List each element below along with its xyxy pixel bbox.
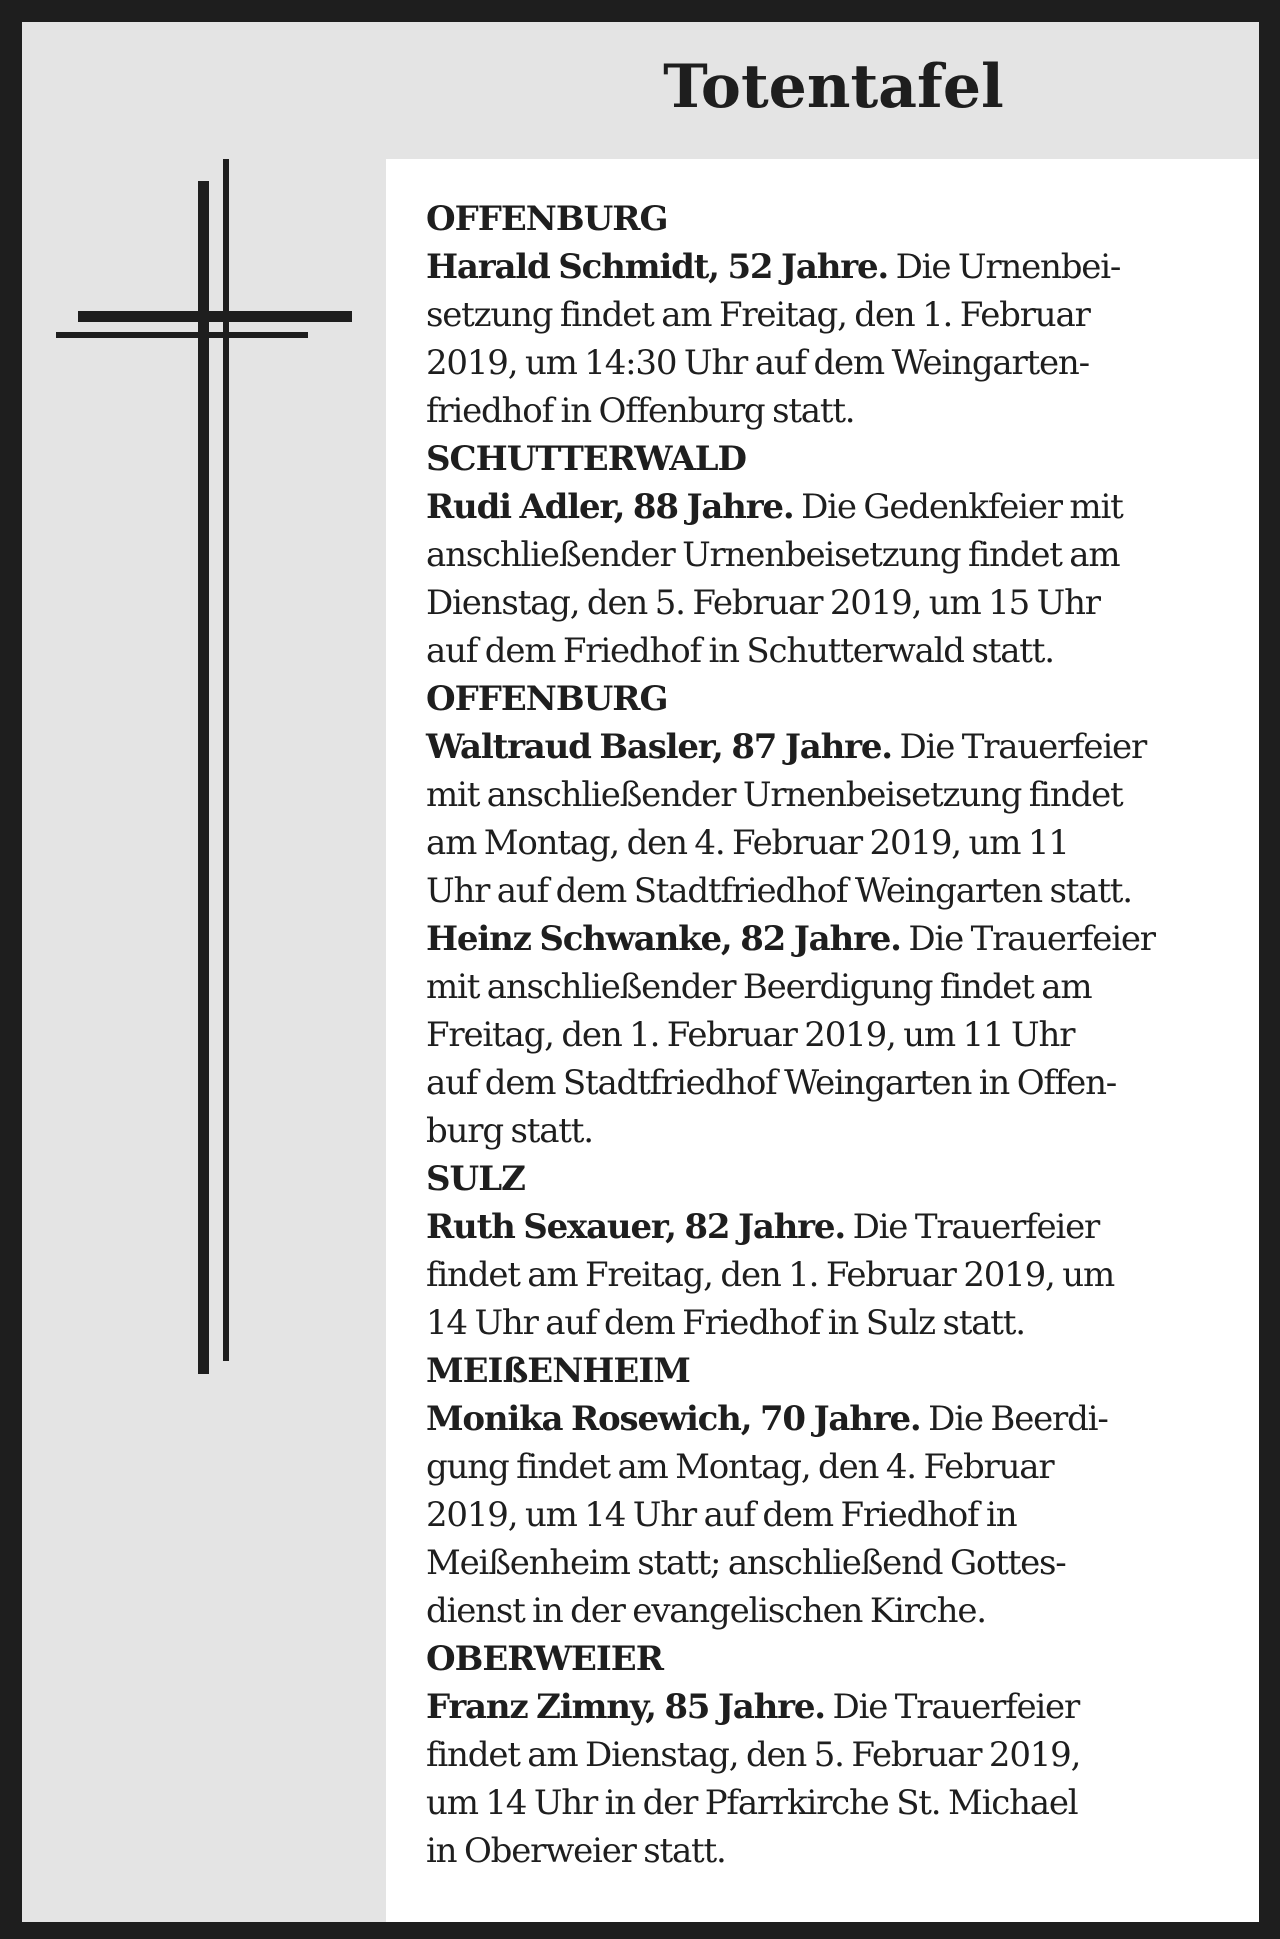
deceased-name: Franz Zimny, 85 Jahre. [426, 1687, 825, 1727]
obituary-list [386, 159, 1259, 1922]
service-details: Die Beerdi- gung findet am Montag, den 4. Februar 2019, um 14 Uhr auf dem Friedhof in Meißenheim statt; anschließend Gottes- dienst in der evangelischen Kirche. [426, 1399, 1108, 1631]
entries-container [426, 195, 1259, 1875]
place-heading: OFFENBURG [426, 199, 668, 239]
cross-icon [22, 22, 386, 1422]
place-heading: MEIßENHEIM [426, 1351, 690, 1391]
deceased-name: Waltraud Basler, 87 Jahre. [426, 727, 892, 767]
place-heading: SULZ [426, 1159, 525, 1199]
obituary-entry [426, 1155, 1259, 1347]
service-details: Die Trauerfeier findet am Freitag, den 1. Februar 2019, um 14 Uhr auf dem Friedhof in Sulz statt. [426, 1207, 1114, 1343]
place-heading: OBERWEIER [426, 1639, 663, 1679]
deceased-name: Harald Schmidt, 52 Jahre. [426, 247, 889, 287]
obituary-entry [426, 675, 1259, 915]
obituary-entry [426, 435, 1259, 675]
service-details: Die Trauerfeier findet am Dienstag, den 5. Februar 2019, um 14 Uhr in der Pfarrkirche St. Michael in Oberweier statt. [426, 1687, 1081, 1871]
service-details: Die Trauerfeier mit anschließender Beerdigung findet am Freitag, den 1. Februar 2019, um 11 Uhr auf dem Stadtfriedhof Weingarten in Offen- burg statt. [426, 919, 1155, 1151]
place-heading: SCHUTTERWALD [426, 439, 746, 479]
obituary-entry [426, 915, 1259, 1155]
cross-beam-vertical-thin [223, 159, 229, 1361]
deceased-name: Ruth Sexauer, 82 Jahre. [426, 1207, 845, 1247]
service-details: Die Trauerfeier mit anschließender Urnenbeisetzung findet am Montag, den 4. Februar 2019, um 11 Uhr auf dem Stadtfriedhof Weingarten statt. [426, 727, 1147, 911]
cross-beam-vertical-main [198, 181, 209, 1374]
obituary-entry [426, 195, 1259, 435]
service-details: Die Gedenkfeier mit anschließender Urnenbeisetzung findet am Dienstag, den 5. Februar 2019, um 15 Uhr auf dem Friedhof in Schutterwald statt. [426, 487, 1123, 671]
cross-beam-horizontal-main [78, 311, 352, 322]
place-heading: OFFENBURG [426, 679, 668, 719]
page-title: Totentafel [663, 52, 1004, 122]
deceased-name: Rudi Adler, 88 Jahre. [426, 487, 794, 527]
obituary-entry [426, 1347, 1259, 1635]
deceased-name: Monika Rosewich, 70 Jahre. [426, 1399, 921, 1439]
deceased-name: Heinz Schwanke, 82 Jahre. [426, 919, 901, 959]
service-details: Die Urnenbei- setzung findet am Freitag, den 1. Februar 2019, um 14:30 Uhr auf dem Weingarten- friedhof in Offenburg statt. [426, 247, 1121, 431]
notice-panel [22, 22, 1259, 1922]
obituary-entry [426, 1635, 1259, 1875]
cross-beam-horizontal-thin [56, 332, 308, 338]
